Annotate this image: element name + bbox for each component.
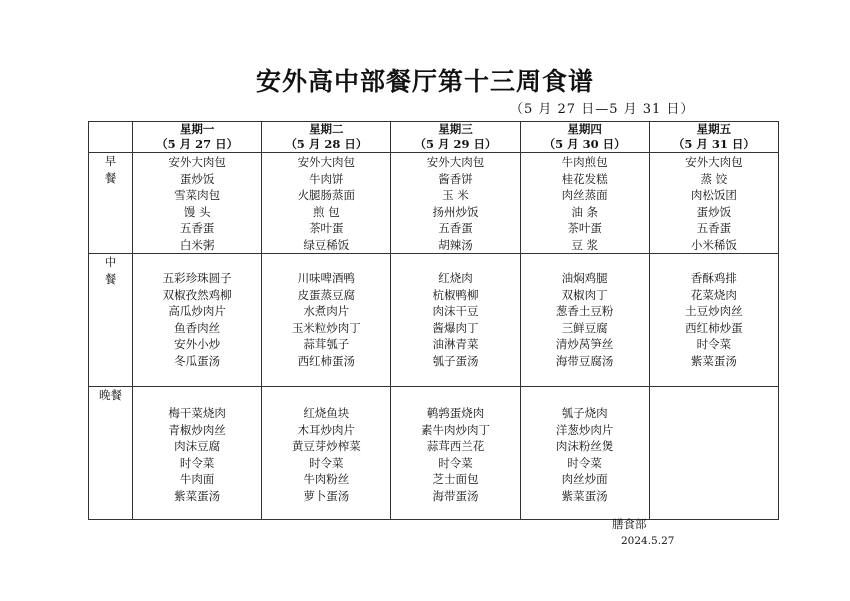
dish-item: 安外大肉包 [685,155,743,169]
dish-item: 瓠子烧肉 [561,406,608,420]
footer-date: 2024.5.27 [621,535,675,547]
breakfast-row [89,153,779,254]
dish-item: 葱香土豆粉 [555,304,614,318]
meal-label-char: 餐 [104,271,117,286]
dish-item: 时令菜 [567,455,602,470]
dish-item: 油 条 [571,204,598,219]
dish-item: 时令菜 [309,455,344,470]
dish-item: 红烧鱼块 [303,406,350,420]
day-header [133,122,262,153]
dish-item: 时令菜 [438,455,473,470]
dish-item: 洋葱炒肉片 [555,422,614,437]
dish-item: 川味啤酒鸭 [297,271,356,285]
dish-item: 双椒肉丁 [561,287,608,302]
dish-item: 素牛肉炒肉丁 [420,422,490,437]
dish-item: 冬瓜蛋汤 [174,353,221,368]
day-header [520,122,649,153]
dish-item: 蛋炒饭 [179,171,215,186]
meal-label-text: 晚餐 [99,388,123,402]
dish-item: 安外大肉包 [426,155,485,169]
day-date: （5 月 29 日） [414,137,497,151]
dish-item: 肉丝炒面 [561,472,608,486]
dish-item: 豆 浆 [571,237,598,252]
meal-label-char: 早 [104,154,117,168]
menu-cell [262,254,391,387]
day-date: （5 月 27 日） [156,137,239,151]
dish-item: 牛肉面 [179,472,215,486]
dish-item: 鱼香肉丝 [174,320,221,335]
menu-cell [133,153,262,254]
dish-item: 酱香饼 [438,171,473,186]
meal-label-char: 餐 [104,170,117,185]
dish-item: 鹌鹑蛋烧肉 [426,406,485,420]
dish-item: 高瓜炒肉片 [168,304,226,318]
dish-item: 黄豆芽炒榨菜 [291,439,361,453]
menu-cell [391,254,520,387]
dish-item: 紫菜蛋汤 [174,488,221,503]
header-row [89,122,779,153]
dish-item: 火腿肠蒸面 [297,188,356,202]
dish-item: 白米粥 [179,237,215,252]
dish-item: 玉 米 [442,188,469,202]
dish-item: 五香蛋 [696,221,732,235]
day-name: 星期二 [309,122,344,136]
dish-item: 酱爆肉丁 [432,320,479,335]
dish-item: 蒜茸西兰花 [426,439,485,453]
menu-cell [262,153,391,254]
dish-item: 馒 头 [183,204,211,219]
menu-cell [520,153,649,254]
meal-label-dinner [89,387,133,520]
dish-item: 梅干菜烧肉 [168,406,226,420]
menu-cell [391,387,520,520]
menu-table [88,121,779,520]
menu-cell [649,254,778,387]
dish-item: 蒜茸瓠子 [303,337,350,351]
dish-item: 肉沫豆腐 [174,439,221,453]
dish-item: 肉丝蒸面 [561,188,608,202]
dish-item: 茶叶蛋 [309,221,344,235]
dish-item: 牛肉饼 [309,171,344,186]
dish-item: 时令菜 [179,455,215,470]
dish-item: 瓠子蛋汤 [432,353,479,368]
dish-item: 水煮肉片 [303,304,350,318]
dish-item: 小米稀饭 [690,237,737,252]
dish-item: 西红柿炒蛋 [685,320,743,335]
dish-item: 胡辣汤 [438,237,473,252]
menu-cell [391,153,520,254]
dish-item: 青椒炒肉丝 [168,422,226,437]
dish-item: 雪菜肉包 [174,188,221,202]
menu-cell [649,153,778,254]
day-date: （5 月 31 日） [672,137,755,151]
dish-item: 煎 包 [312,204,340,219]
menu-cell [649,387,778,520]
dish-item: 油淋青菜 [432,337,479,351]
dish-item: 红烧肉 [438,271,473,285]
dish-item: 皮蛋蒸豆腐 [297,287,356,302]
dish-item: 肉沫粉丝煲 [555,439,614,453]
day-date: （5 月 30 日） [543,137,626,151]
dish-item: 安外小炒 [174,337,221,351]
dish-item: 花菜烧肉 [690,287,737,302]
dish-item: 绿豆稀饭 [303,237,350,252]
dish-item: 五彩珍珠圆子 [162,271,232,285]
dish-item: 木耳炒肉片 [297,422,356,437]
dish-item: 蒸 饺 [700,171,728,186]
meal-label-char: 中 [104,255,117,269]
day-name: 星期三 [438,122,473,136]
menu-cell [133,387,262,520]
dish-item: 海带豆腐汤 [555,353,614,368]
week-date-range: （5 月 27 日—5 月 31 日） [510,102,695,117]
dish-item: 牛肉粉丝 [303,472,350,486]
menu-cell [262,387,391,520]
corner-cell [89,122,133,153]
day-name: 星期四 [567,122,602,136]
day-name: 星期一 [179,122,215,136]
day-name: 星期五 [696,122,732,136]
menu-cell [520,254,649,387]
dish-item: 玉米粒炒肉丁 [291,320,361,335]
dish-item: 紫菜蛋汤 [690,353,737,368]
dish-item: 土豆炒肉丝 [685,304,743,318]
dish-item: 清炒莴笋丝 [555,337,614,351]
lunch-row [89,254,779,387]
dish-item: 安外大肉包 [297,155,356,169]
dish-item: 牛肉煎包 [561,155,608,169]
dish-item: 杭椒鸭柳 [432,287,479,302]
day-header [262,122,391,153]
dish-item: 五香蛋 [179,221,215,235]
dish-item: 茶叶蛋 [567,221,602,235]
page-title: 安外高中部餐厅第十三周食谱 [255,67,594,96]
dish-item: 扬州炒饭 [432,204,479,219]
dish-item: 桂花发糕 [561,171,608,186]
meal-label-breakfast [89,153,133,254]
day-header [391,122,520,153]
dish-item: 五香蛋 [438,221,473,235]
dish-item: 双椒孜然鸡柳 [162,287,232,302]
day-date: （5 月 28 日） [285,137,368,151]
dish-item: 三鲜豆腐 [561,320,608,335]
dish-item: 萝卜蛋汤 [303,488,350,503]
dish-item: 海带蛋汤 [432,488,479,503]
dish-item: 安外大肉包 [168,155,226,169]
dish-item: 时令菜 [696,337,732,351]
menu-cell [133,254,262,387]
dish-item: 蛋炒饭 [696,204,732,219]
meal-label-lunch [89,254,133,387]
dish-item: 西红柿蛋汤 [297,353,356,368]
dish-item: 油焖鸡腿 [561,271,608,285]
dish-item: 肉沫干豆 [432,304,479,318]
dish-item: 紫菜蛋汤 [561,488,608,503]
footer-department: 膳食部 [612,517,647,531]
dish-item: 香酥鸡排 [690,271,737,285]
dinner-row [89,387,779,520]
dish-item: 芝士面包 [432,472,479,486]
dish-item: 肉松饭团 [690,188,737,202]
day-header [649,122,778,153]
menu-cell [520,387,649,520]
